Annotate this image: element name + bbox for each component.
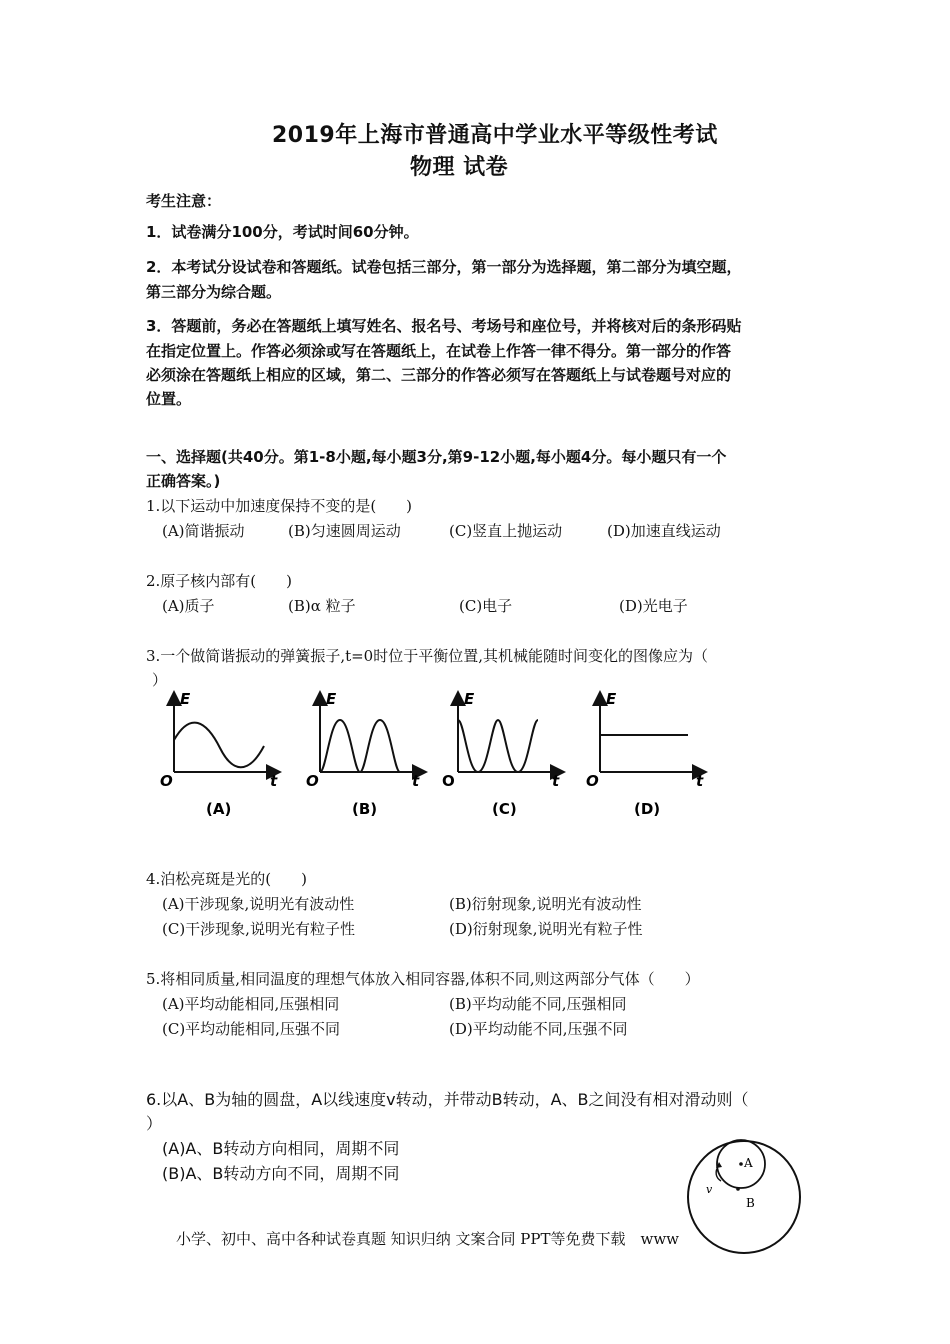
q2-option-b: (B)α 粒子 [288,597,356,615]
q4-stem: 4.泊松亮斑是光的( ) [146,870,308,888]
graph-label: (B) [352,800,378,818]
q4-option-b: (B)衍射现象,说明光有波动性 [449,895,642,913]
label-a: A [744,1156,753,1170]
x-axis-label: t [270,772,278,790]
axis-b-dot [736,1187,740,1191]
section1-heading-line-1: 一、选择题(共40分。第1-8小题,每小题3分,第9-12小题,每小题4分。每小题只有一个 [146,448,727,466]
graph-d [582,690,712,825]
q5-option-b: (B)平均动能不同,压强相同 [449,995,627,1013]
q5-option-c: (C)平均动能相同,压强不同 [162,1020,340,1038]
q1-option-b: (B)匀速圆周运动 [288,522,401,540]
q2-option-a: (A)质子 [162,597,215,615]
page-title: 2019年上海市普通高中学业水平等级性考试 [272,123,718,148]
q6-disc-figure [686,1135,810,1265]
q3-stem-line-1: 3.一个做简谐振动的弹簧振子,t=0时位于平衡位置,其机械能随时间变化的图像应为（ [146,647,708,665]
q6-option-b: (B)A、B转动方向不同，周期不同 [162,1164,400,1183]
notice-item-1: 1．试卷满分100分，考试时间60分钟。 [146,223,419,241]
notice-item-3-line-1: 3．答题前，务必在答题纸上填写姓名、报名号、考场号和座位号，并将核对后的条形码贴 [146,317,742,335]
graph-label: (D) [634,800,661,818]
q4-option-c: (C)干涉现象,说明光有粒子性 [162,920,355,938]
q5-option-d: (D)平均动能不同,压强不同 [449,1020,628,1038]
label-v: v [706,1183,713,1196]
y-axis-label: E [606,690,617,708]
graph-a [156,690,286,825]
q6-stem-line-1: 6.以A、B为轴的圆盘，A以线速度v转动，并带动B转动，A、B之间没有相对滑动则（ [146,1090,749,1109]
notice-item-3-line-2: 在指定位置上。作答必须涂或写在答题纸上，在试卷上作答一律不得分。第一部分的作答 [146,342,732,360]
x-axis-label: t [552,772,560,790]
q2-stem: 2.原子核内部有( ) [146,572,293,590]
notice-item-3-line-4: 位置。 [146,390,192,408]
graph-c [440,690,570,825]
graph-label: (C) [492,800,517,818]
graph-label: (A) [206,800,232,818]
curve [174,723,264,768]
origin-label: O [442,772,455,790]
curve [320,720,400,772]
q1-option-c: (C)竖直上抛运动 [449,522,563,540]
q1-option-a: (A)简谐振动 [162,522,245,540]
q5-stem: 5.将相同质量,相同温度的理想气体放入相同容器,体积不同,则这两部分气体（ ） [146,970,700,988]
q1-stem: 1.以下运动中加速度保持不变的是( ) [146,497,413,515]
graph-b [302,690,432,825]
q5-option-a: (A)平均动能相同,压强相同 [162,995,340,1013]
label-b: B [746,1196,755,1210]
q2-option-c: (C)电子 [459,597,513,615]
notice-item-2-line-2: 第三部分为综合题。 [146,283,282,301]
notice-item-3-line-3: 必须涂在答题纸上相应的区域，第二、三部分的作答必须写在答题纸上与试卷题号对应的 [146,366,732,384]
origin-label: O [160,772,173,790]
q1-option-d: (D)加速直线运动 [607,522,721,540]
q6-option-a: (A)A、B转动方向相同，周期不同 [162,1139,400,1158]
q4-option-a: (A)干涉现象,说明光有波动性 [162,895,355,913]
x-axis-label: t [412,772,420,790]
notice-heading: 考生注意： [146,192,222,210]
curve [458,720,538,772]
y-axis-label: E [180,690,191,708]
section1-heading-line-2: 正确答案。) [146,472,221,490]
y-axis-label: E [326,690,337,708]
q6-stem-line-2: ） [146,1114,163,1133]
origin-label: O [306,772,319,790]
q3-stem-line-2: ） [152,671,168,689]
origin-label: O [586,772,599,790]
footer-text: 小学、初中、高中各种试卷真题 知识归纳 文案合同 PPT等免费下载 www [176,1230,680,1248]
notice-item-2-line-1: 2．本考试分设试卷和答题纸。试卷包括三部分，第一部分为选择题，第二部分为填空题， [146,258,742,276]
page-subtitle: 物理 试卷 [410,155,509,180]
x-axis-label: t [696,772,704,790]
y-axis-label: E [464,690,475,708]
axis-a-dot [739,1162,743,1166]
q4-option-d: (D)衍射现象,说明光有粒子性 [449,920,643,938]
q2-option-d: (D)光电子 [619,597,688,615]
